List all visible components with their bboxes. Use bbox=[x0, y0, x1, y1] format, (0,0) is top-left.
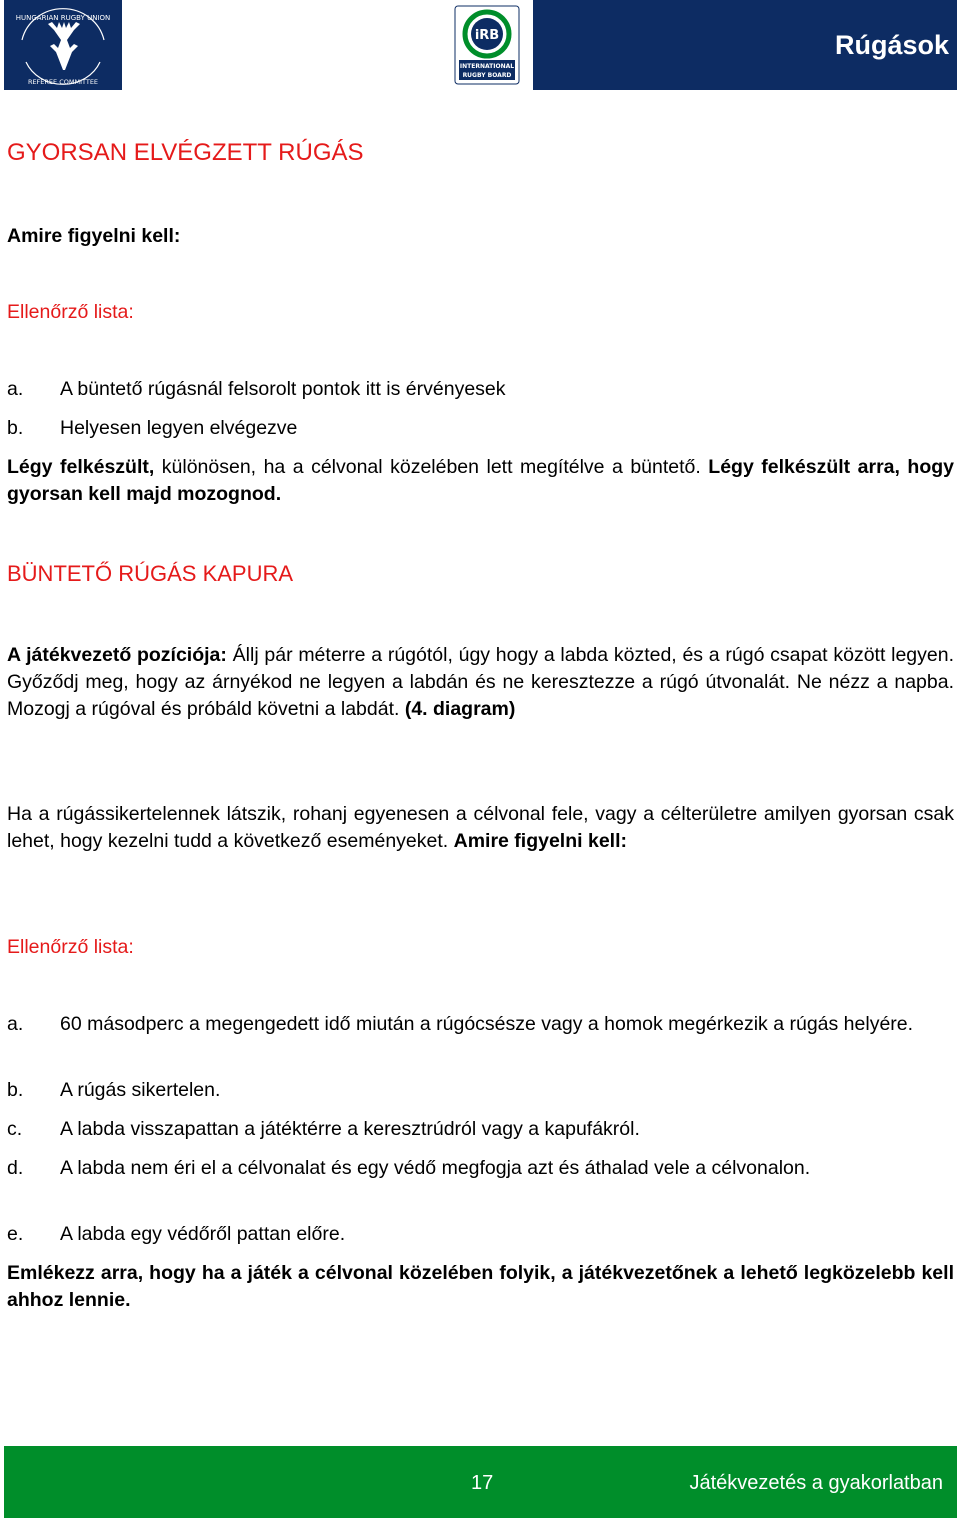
list-marker: d. bbox=[7, 1157, 24, 1179]
stag-emblem-icon bbox=[4, 0, 122, 90]
position-text: Állj pár méterre a rúgótól, úgy hogy a labda közted, és a rúgó csapat között legyen. Győződj meg, hogy az árnyékod ne legyen a labdán és ne keresztezze a rúgó útvonalát. Ne nézz a napba. Mozogj a rúgóval és próbáld követni a labdát. bbox=[7, 644, 954, 720]
section2-paragraph bbox=[7, 801, 954, 855]
list-text: A büntető rúgásnál felsorolt pontok itt is érvényesek bbox=[60, 378, 506, 400]
position-paragraph bbox=[7, 642, 954, 723]
section1-checklist-label: Ellenőrző lista: bbox=[7, 301, 134, 323]
list-marker: a. bbox=[7, 378, 24, 400]
page-header bbox=[4, 0, 957, 90]
list-text: A labda egy védőről pattan előre. bbox=[60, 1223, 346, 1245]
section1-title: GYORSAN ELVÉGZETT RÚGÁS bbox=[7, 139, 364, 166]
irb-emblem-icon bbox=[447, 2, 527, 88]
header-spacer bbox=[122, 0, 447, 90]
footer-title: Játékvezetés a gyakorlatban bbox=[689, 1472, 943, 1494]
position-label: A játékvezető pozíciója: bbox=[7, 644, 227, 666]
hungarian-rugby-union-logo bbox=[4, 0, 122, 90]
para2-text: Ha a rúgássikertelennek látszik, rohanj egyenesen a célvonal fele, vagy a célterületre amilyen gyorsan csak lehet, hogy kezelni tudd a következő eseményeket. bbox=[7, 803, 954, 852]
section1-paragraph bbox=[7, 454, 954, 508]
diagram-reference: (4. diagram) bbox=[404, 698, 516, 720]
list-marker: a. bbox=[7, 1013, 24, 1035]
list-text: 60 másodperc a megengedett idő miután a rúgócsésze vagy a homok megérkezik a rúgás helyére. bbox=[60, 1013, 914, 1035]
irb-line1-text: INTERNATIONAL bbox=[459, 63, 515, 70]
section2-checklist-label: Ellenőrző lista: bbox=[7, 936, 134, 958]
list-text: A labda nem éri el a célvonalat és egy védő megfogja azt és áthalad vele a célvonalon. bbox=[60, 1157, 811, 1179]
para2-bold: Amire figyelni kell: bbox=[453, 830, 627, 852]
page-footer bbox=[4, 1446, 957, 1518]
para-text-1: különösen, ha a célvonal közelében lett megítélve a büntető. bbox=[154, 456, 709, 478]
para-bold-2: Légy felkészült arra, hogy gyorsan kell majd mozognod. bbox=[7, 456, 954, 505]
list-marker: c. bbox=[7, 1118, 23, 1140]
logo-bottom-text: REFEREE COMMITTEE bbox=[27, 78, 99, 86]
section1-watch-label: Amire figyelni kell: bbox=[7, 225, 181, 247]
section2-title: BÜNTETŐ RÚGÁS KAPURA bbox=[7, 561, 294, 586]
logo-top-text: HUNGARIAN RUGBY UNION bbox=[15, 14, 111, 22]
header-title-band bbox=[533, 0, 957, 90]
list-marker: b. bbox=[7, 1079, 24, 1101]
page-title: Rúgások bbox=[834, 30, 949, 60]
list-text: A labda visszapattan a játéktérre a keresztrúdról vagy a kapufákról. bbox=[60, 1118, 640, 1140]
para-bold-1: Légy felkészült, bbox=[7, 456, 155, 478]
list-text: Helyesen legyen elvégezve bbox=[60, 417, 298, 439]
list-text: A rúgás sikertelen. bbox=[60, 1079, 221, 1101]
list-marker: e. bbox=[7, 1223, 24, 1245]
irb-line2-text: RUGBY BOARD bbox=[462, 72, 512, 79]
list-marker: b. bbox=[7, 417, 24, 439]
irb-logo bbox=[447, 2, 527, 88]
irb-mark-text: iRB bbox=[474, 28, 500, 43]
page-number: 17 bbox=[471, 1472, 494, 1494]
closing-paragraph: Emlékezz arra, hogy ha a játék a célvonal közelében folyik, a játékvezetőnek a lehető legközelebb kell ahhoz lennie. bbox=[7, 1262, 954, 1311]
